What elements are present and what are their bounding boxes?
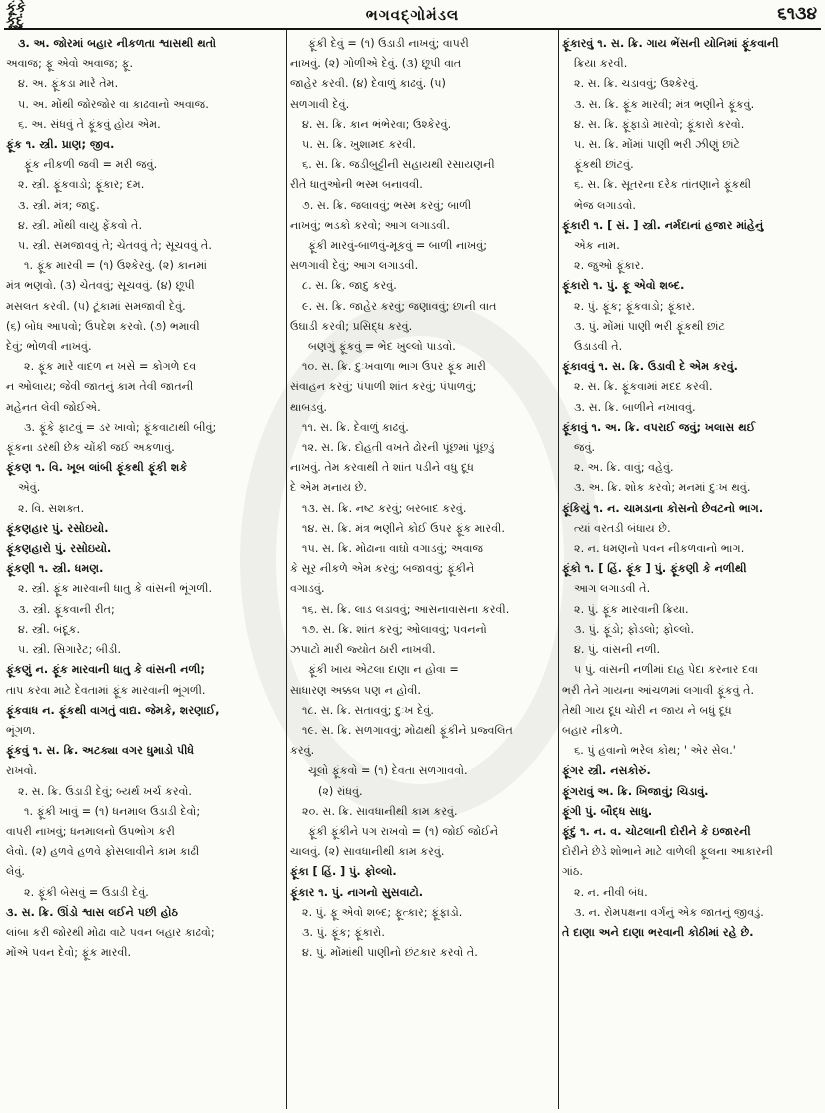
- column-1: [6, 34, 286, 1108]
- entry-headword-line: ફૂંકણું ન. ફૂંક મારવાની ધાતુ કે વાંસની નળી;: [6, 663, 205, 677]
- entry-line: બણગું ફૂંકવું = ભેદ ખુલ્લો પાડવો.: [308, 340, 456, 354]
- entry-line: તાપ કરવા માટે દેવતામાં ફૂંક મારવાની ભૂંગળી.: [6, 683, 206, 697]
- page-title: ભગવદ્ગોમંડલ: [365, 6, 460, 24]
- entry-line: લેવું.: [6, 865, 25, 879]
- entry-line: ૩. ન. રોમપક્ષના વર્ગનું એક જાતનું જીવડું.: [574, 905, 764, 919]
- entry-line: એવું.: [18, 481, 41, 495]
- entry-line: ૪. સ્ત્રી. મોંથી વાયુ ફેંકવો તે.: [18, 218, 143, 232]
- entry-line: ૪. સ. ક્રિ. ફૂંફાડો મારવો; ફૂંકારો કરવો.: [574, 117, 745, 131]
- entry-headword-line: ફૂંકા [ હિં. ] પું. ફોલ્લો.: [290, 865, 397, 879]
- entry-line: ૨. સ. ક્રિ. ફૂંકવામાં મદદ કરવી.: [574, 380, 713, 394]
- entry-headword-line: ફૂંક ૧. સ્ત્રી. પ્રાણ; જીવ.: [6, 138, 115, 152]
- guide-word-top: કૂંકે: [6, 0, 26, 16]
- entry-line: ૭. સ. ક્રિ. જલાવવું; ભસ્મ કરવું; બાળી: [302, 198, 472, 212]
- entry-line: ૩. પું. ફૂંક; ફૂંકારો.: [302, 925, 385, 939]
- entry-line: રીતે ધાતુઓની ભસ્મ બનાવવી.: [290, 178, 423, 192]
- entry-line: કરવું.: [290, 744, 315, 758]
- entry-line: જાહેર કરવી. (૪) દેવાળું કાઢવું. (૫): [290, 77, 446, 91]
- entry-line: દે એમ મનાય છે.: [290, 481, 367, 495]
- entry-line: ભૂંગળ.: [6, 723, 36, 737]
- entry-line: રાખવો.: [6, 764, 38, 778]
- entry-headword-line: ફૂંકણહાર પું. રસોઇયો.: [6, 521, 109, 535]
- entry-line: ૧૨. સ. ક્રિ. દોહતી વખતે ઢોરની પૂંછમાં પૂંછડું: [302, 441, 495, 455]
- entry-line: ૨. અ. ક્રિ. વાવું; વહેવું.: [574, 461, 674, 475]
- entry-line: ૧. ફૂંકી ખાવું = (૧) ધનમાલ ઉડાડી દેવો;: [24, 804, 201, 818]
- entry-line: ૩. અ. ક્રિ. શોક કરવો; મનમાં દુઃખ થવું.: [574, 481, 751, 495]
- entry-line: ફૂંકી મારવું-બાળવું-મૂકવું = બાળી નાખવું;: [308, 239, 488, 253]
- entry-line: મંત્ર ભણવો. (૩) ચેતવવું; સૂચવવું. (૪) છૂપી: [6, 279, 195, 293]
- entry-headword-line: ફૂંકાવું ૧. અ. ક્રિ. વપરાઈ જવું; ખલાસ થઈ: [562, 420, 756, 434]
- entry-line: ૫. સ. ક્રિ. ખુશામદ કરવી.: [302, 138, 416, 152]
- entry-line: ૨. જુઓ ફૂંકાર.: [574, 259, 645, 273]
- entry-line: ૨. સ. ક્રિ. ચડાવવું; ઉશ્કેરવું.: [574, 77, 699, 91]
- entry-headword-line: ફૂંદું ૧. ન. વ. ચોટલાની દોરીને કે ઇજારની: [562, 824, 751, 838]
- entry-headword-line: ફૂંકારો ૧. પું. ફૂ એવો શબ્દ.: [562, 279, 685, 293]
- entry-line: ૫. અ. મોંથી જોરજોર વા કાઢવાનો અવાજ.: [18, 97, 209, 111]
- entry-line: ૪. સ. ક્રિ. કાન ભંભેરવા; ઉશ્કેરવું.: [302, 117, 452, 131]
- entry-line: ત્યાં વરતડી બંધાય છે.: [574, 521, 671, 535]
- entry-line: ૩. ફૂંકે ફાટવું = ડર ખાવો; ફૂંકવાટાથી બીવું;: [24, 420, 217, 434]
- entry-line: દેવું; ભોળવી નાખવું.: [6, 340, 92, 354]
- entry-line: વગાડવું.: [290, 582, 325, 596]
- entry-line: ફૂંકી દેવું = (૧) ઉડાડી નાખવું; વાપરી: [308, 37, 469, 50]
- header-rule: [4, 28, 821, 30]
- entry-line: ૩. પું. ફૂંડો; ફોડલો; ફોલ્લો.: [574, 622, 695, 636]
- entry-headword-line: ફૂંકણી ૧. સ્ત્રી. ધમણ.: [6, 562, 104, 576]
- entry-line: ક્રિયા કરવી.: [574, 57, 628, 71]
- entry-headword-line: ફૂંકારી ૧. [ સં. ] સ્ત્રી. નર્મદાનાં હજાર માંહેનું: [562, 218, 764, 232]
- entry-headword-line: ફૂંગર સ્ત્રી. નસકોરું.: [562, 764, 651, 778]
- guide-word-bottom: કૂંદું: [6, 13, 24, 29]
- entry-line: અવાજ; ફૂ એવો અવાજ; ફૂ.: [6, 57, 134, 71]
- entry-line: ૩. સ. ક્રિ. બાળીને નખાવવું.: [574, 400, 696, 414]
- entry-line: સંવાહન કરવું; પંપાળી શાંત કરવું; પંપાળવું;: [290, 380, 477, 394]
- entry-line: ૮. સ. ક્રિ. જાદુ કરવું.: [302, 279, 397, 293]
- entry-line: ૬. સ. ક્રિ. જડીબુટ્ટીની સહાયથી રસાયણની: [302, 158, 495, 172]
- entry-line: ૨. ફૂંકી બેસવું = ઉડાડી દેવું.: [24, 885, 149, 899]
- entry-line: મસલત કરવી. (૫) ટૂંકામાં સમજાવી દેવું.: [6, 299, 186, 313]
- entry-line: દોરીને છેડે શોભાને માટે વાળેલી ફૂલના આકારની: [562, 845, 773, 859]
- entry-line: ૯. સ. ક્રિ. જાહેર કરવું; જણાવવું; છાની વાત: [302, 299, 497, 313]
- entry-line: ૨. પું. ફૂંક મારવાની ક્રિયા.: [574, 602, 689, 616]
- entry-headword-line: ફૂંકિયું ૧. ન. ચામડાના કોસનો છેવટનો ભાગ.: [562, 501, 764, 515]
- entry-line: લેવો. (૨) હળવે હળવે ફોસલાવીને કામ કાઢી: [6, 845, 200, 859]
- entry-line: વાપરી નાખવું; ધનમાલનો ઉપભોગ કરી: [6, 824, 175, 838]
- entry-headword-line: તે દાણા અને દાણા ભરવાની કોઠીમાં રહે છે.: [562, 925, 754, 939]
- entry-line: ૫. સ્ત્રી. સમજાવવું તે; ચેતવવું તે; સૂચવવું તે.: [18, 239, 212, 253]
- entry-line: ૫. સ. ક્રિ. મોંમાં પાણી ભરી ઝીણું છાંટે: [574, 138, 741, 152]
- entry-line: ભેજ લગાડવો.: [574, 198, 636, 212]
- column-3: [562, 34, 820, 1108]
- entry-headword-line: ફૂંકાર ૧. પું. નાગનો સુસવાટો.: [290, 885, 424, 899]
- entry-line: ૧૩. સ. ક્રિ. નષ્ટ કરવું; બરબાદ કરવું.: [302, 501, 467, 515]
- entry-headword-line: ફૂંગી પું. બૌદ્ધ સાધુ.: [562, 804, 653, 818]
- entry-line: મહેનત લેવી જોઈએ.: [6, 400, 101, 414]
- column-divider: [286, 30, 287, 1109]
- entry-headword-line: ૩. અ. જોરમાં બહાર નીકળતા શ્વાસથી થતો: [18, 37, 216, 50]
- entry-line: ૧૪. સ. ક્રિ. મંત્ર ભણીને કોઈ ઉપર ફૂંક મારવી.: [302, 521, 505, 535]
- entry-headword-line: ફૂંગરાવું અ. ક્રિ. ખિજાવું; ચિડાવું.: [562, 784, 709, 798]
- entry-line: ઉડાડવી તે.: [574, 340, 623, 354]
- entry-line: ૩. પું. મોંમાં પાણી ભરી ફૂંકથી છાંટ: [574, 319, 725, 333]
- entry-line: ચૂલો ફૂંકવો = (૧) દેવતા સળગાવવો.: [308, 764, 468, 778]
- entry-line: (૨) રાંધવું.: [318, 784, 363, 798]
- entry-line: ફૂંકી ખાય એટલા દાણા ન હોવા =: [308, 663, 459, 677]
- entry-line: ૨. સ. ક્રિ. ઉડાડી દેવું; બ્યર્થ ખર્ચ કરવો.: [18, 784, 192, 798]
- entry-line: ફૂંકી ફૂંકીને પગ રાખવો = (૧) જોઈ જોઈને: [308, 824, 499, 838]
- entry-line: ૧૬. સ. ક્રિ. લાડ લડાવવું; આસનાવાસના કરવી.: [302, 602, 510, 616]
- entry-line: ૨. ન. નીવી બંધ.: [574, 885, 648, 899]
- entry-headword-line: ફૂંકારવું ૧. સ. ક્રિ. ગાય ભેંસની યોનિમાં ફૂંકવાની: [562, 37, 779, 50]
- entry-line: ૪. સ્ત્રી. બંદૂક.: [18, 622, 81, 636]
- entry-line: ૧. ફૂંક મારવી = (૧) ઉશ્કેરવું. (૨) કાનમાં: [24, 259, 208, 273]
- entry-line: ૨. સ્ત્રી. ફૂંક મારવાની ધાતુ કે વાંસની ભૂંગળી.: [18, 582, 213, 596]
- entry-line: ૬. સ. ક્રિ. સૂતરના દરેક તાંતણાને ફૂંકથી: [574, 178, 752, 192]
- entry-line: ૨. વિ. સશક્ત.: [18, 501, 84, 515]
- entry-line: કે સૂર નીકળે એમ કરવું; બજાવવું; ફૂંકીને: [290, 562, 475, 576]
- entry-line: ૧૭. સ. ક્રિ. શાંત કરવું; ઓલાવવું; પવનનો: [302, 622, 487, 636]
- entry-line: સાધારણ અક્કલ પણ ન હોવી.: [290, 683, 421, 697]
- entry-line: ૫ પું. વાંસની નળીમાં દાહ પેદા કરનાર દવા: [574, 663, 758, 677]
- entry-line: ૧૧. સ. ક્રિ. દેવાળું કાઢવું.: [302, 420, 409, 434]
- entry-line: સળગાવી દેવું; આગ લગાડવી.: [290, 259, 419, 273]
- entry-line: ૨. ન. ધમણનો પવન નીકળવાનો ભાગ.: [574, 542, 745, 556]
- entry-line: ૧૮. સ. ક્રિ. સતાવવું; દુઃખ દેવું.: [302, 703, 434, 717]
- entry-headword-line: ફૂંકાવવું ૧. સ. ક્રિ. ઉડાવી દે એમ કરવું.: [562, 360, 738, 374]
- entry-line: ૫. સ્ત્રી. સિગારેટ; બીડી.: [18, 643, 121, 657]
- entry-line: આગ લગાડવી તે.: [574, 582, 651, 596]
- entry-line: સળગાવી દેવું.: [290, 97, 350, 111]
- entry-line: ચાલવું. (૨) સાવધાનીથી કામ કરવું.: [290, 845, 445, 859]
- entry-headword-line: ફૂંકણ ૧. વિ. ખૂબ લાંબી ફૂંકથી ફૂંકી શકે: [6, 461, 188, 475]
- entry-line: નાખવું. (૨) ગોળીએ દેવું. (૩) છૂપી વાત: [290, 57, 462, 71]
- entry-headword-line: ૩. સ. ક્રિ. ઊંડો શ્વાસ લઈને પછી હોઠ: [6, 905, 178, 919]
- entry-line: ૨. સ્ત્રી. ફૂંકવાડો; ફૂંકાર; દમ.: [18, 178, 145, 192]
- entry-line: ૧૯. સ. ક્રિ. સળગાવવું; મોઢાથી ફૂંકીને પ્રજ્વલિત: [302, 723, 513, 737]
- entry-line: ફૂંક નીકળી જવી = મરી જવું.: [24, 158, 158, 172]
- entry-line: ઉઘાડી કરવી; પ્રસિદ્ધ કરવું.: [290, 319, 413, 333]
- entry-headword-line: ફૂંકવાધ ન. ફૂંકથી વાગતું વાદ્ય. જેમકે, શરણાઈ,: [6, 703, 220, 717]
- entry-line: ૪. અ. ફૂંકડા મારે તેમ.: [18, 77, 119, 91]
- entry-line: ૨. ફૂંક મારે વાદળ ન ખસે = કોગળે દવ: [24, 360, 197, 374]
- page-header: [0, 0, 825, 30]
- entry-line: ફૂંકથી છાંટવું.: [574, 158, 634, 172]
- entry-line: (૬) બોધ આપવો; ઉપદેશ કરવો. (૭) ભમાવી: [6, 319, 200, 333]
- entry-line: ૧૦. સ. ક્રિ. દુઃખવાળા ભાગ ઉપર ફૂંક મારી: [302, 360, 486, 374]
- entry-line: ૬. પું હવાનો ભરેલ કોથ; ' એર સેલ.': [574, 744, 736, 758]
- entry-line: તેથી ગાય દૂધ ચોરી ન જાય ને બધું દૂધ: [562, 703, 732, 717]
- entry-line: ભરી તેને ગાયના આંચળમાં લગાવી ફૂંકવું તે.: [562, 683, 755, 697]
- entry-line: ૪. પું. વાંસની નળી.: [574, 643, 661, 657]
- entry-line: થાબડવું.: [290, 400, 327, 414]
- column-2: [290, 34, 560, 1108]
- entry-line: ન ઓલાય; જેવી જાતનું કામ તેવી જાતની: [6, 380, 194, 394]
- entry-line: ૩. સ્ત્રી. ફૂંકવાની રીત;: [18, 602, 115, 616]
- entry-line: ફૂંકના ડરથી છેક ચોંકી જઈ અકળાવું.: [6, 441, 175, 455]
- entry-line: ૩. સ્ત્રી. મંત્ર; જાદુ.: [18, 198, 100, 212]
- entry-line: ગાંઠ.: [562, 865, 583, 879]
- entry-line: એક નામ.: [574, 239, 620, 253]
- entry-line: ૨. પું. ફૂ એવો શબ્દ; ફૂત્કાર; ફૂંફાડો.: [302, 905, 463, 919]
- entry-line: બહાર નીકળે.: [562, 723, 623, 737]
- entry-line: લાંબા કરી જોરથી મોઢા વાટે પવન બહાર કાઢવો;: [6, 925, 215, 939]
- entry-line: ૬. અ. સંધવું તે ફૂંકવું હોય એમ.: [18, 117, 161, 131]
- entry-line: ૧૫. સ. ક્રિ. મોઢાના વાઘો વગાડવું; અવાજ: [302, 542, 484, 556]
- entry-line: ૨. પું. ફૂંક; ફૂંકવાડો; ફૂંકાર.: [574, 299, 696, 313]
- entry-line: નાખવું. તેમ કરવાથી તે શાંત પડીને વધુ દૂધ: [290, 461, 474, 475]
- page-number: ૬૧૩૪: [777, 4, 817, 24]
- entry-line: ૨૦. સ. ક્રિ. સાવધાનીથી કામ કરવું.: [302, 804, 458, 818]
- entry-line: ઝપાટો મારી જ્યોત ઠારી નાખવી.: [290, 643, 436, 657]
- entry-line: ૪. પું. મોંમાંથી પાણીનો છંટકાર કરવો તે.: [302, 946, 478, 960]
- entry-line: જવું.: [574, 441, 596, 455]
- entry-headword-line: ફૂંકણહારો પું. રસોઇયો.: [6, 542, 112, 556]
- entry-line: નાખવું; ભડકો કરવો; આગ લગાડવી.: [290, 218, 450, 232]
- entry-headword-line: ફૂંકવું ૧. સ. ક્રિ. અટક્યા વગર ધુમાડો પીધે: [6, 744, 195, 758]
- entry-headword-line: ફૂંકો ૧. [ હિં. ફૂંક ] પું. ફૂંકણી કે નળીથી: [562, 562, 747, 576]
- entry-line: મોંએ પવન દેવો; ફૂંક મારવી.: [6, 946, 132, 960]
- entry-line: ૩. સ. ક્રિ. ફૂંક મારવી; મંત્ર ભણીને ફૂંકવું.: [574, 97, 755, 111]
